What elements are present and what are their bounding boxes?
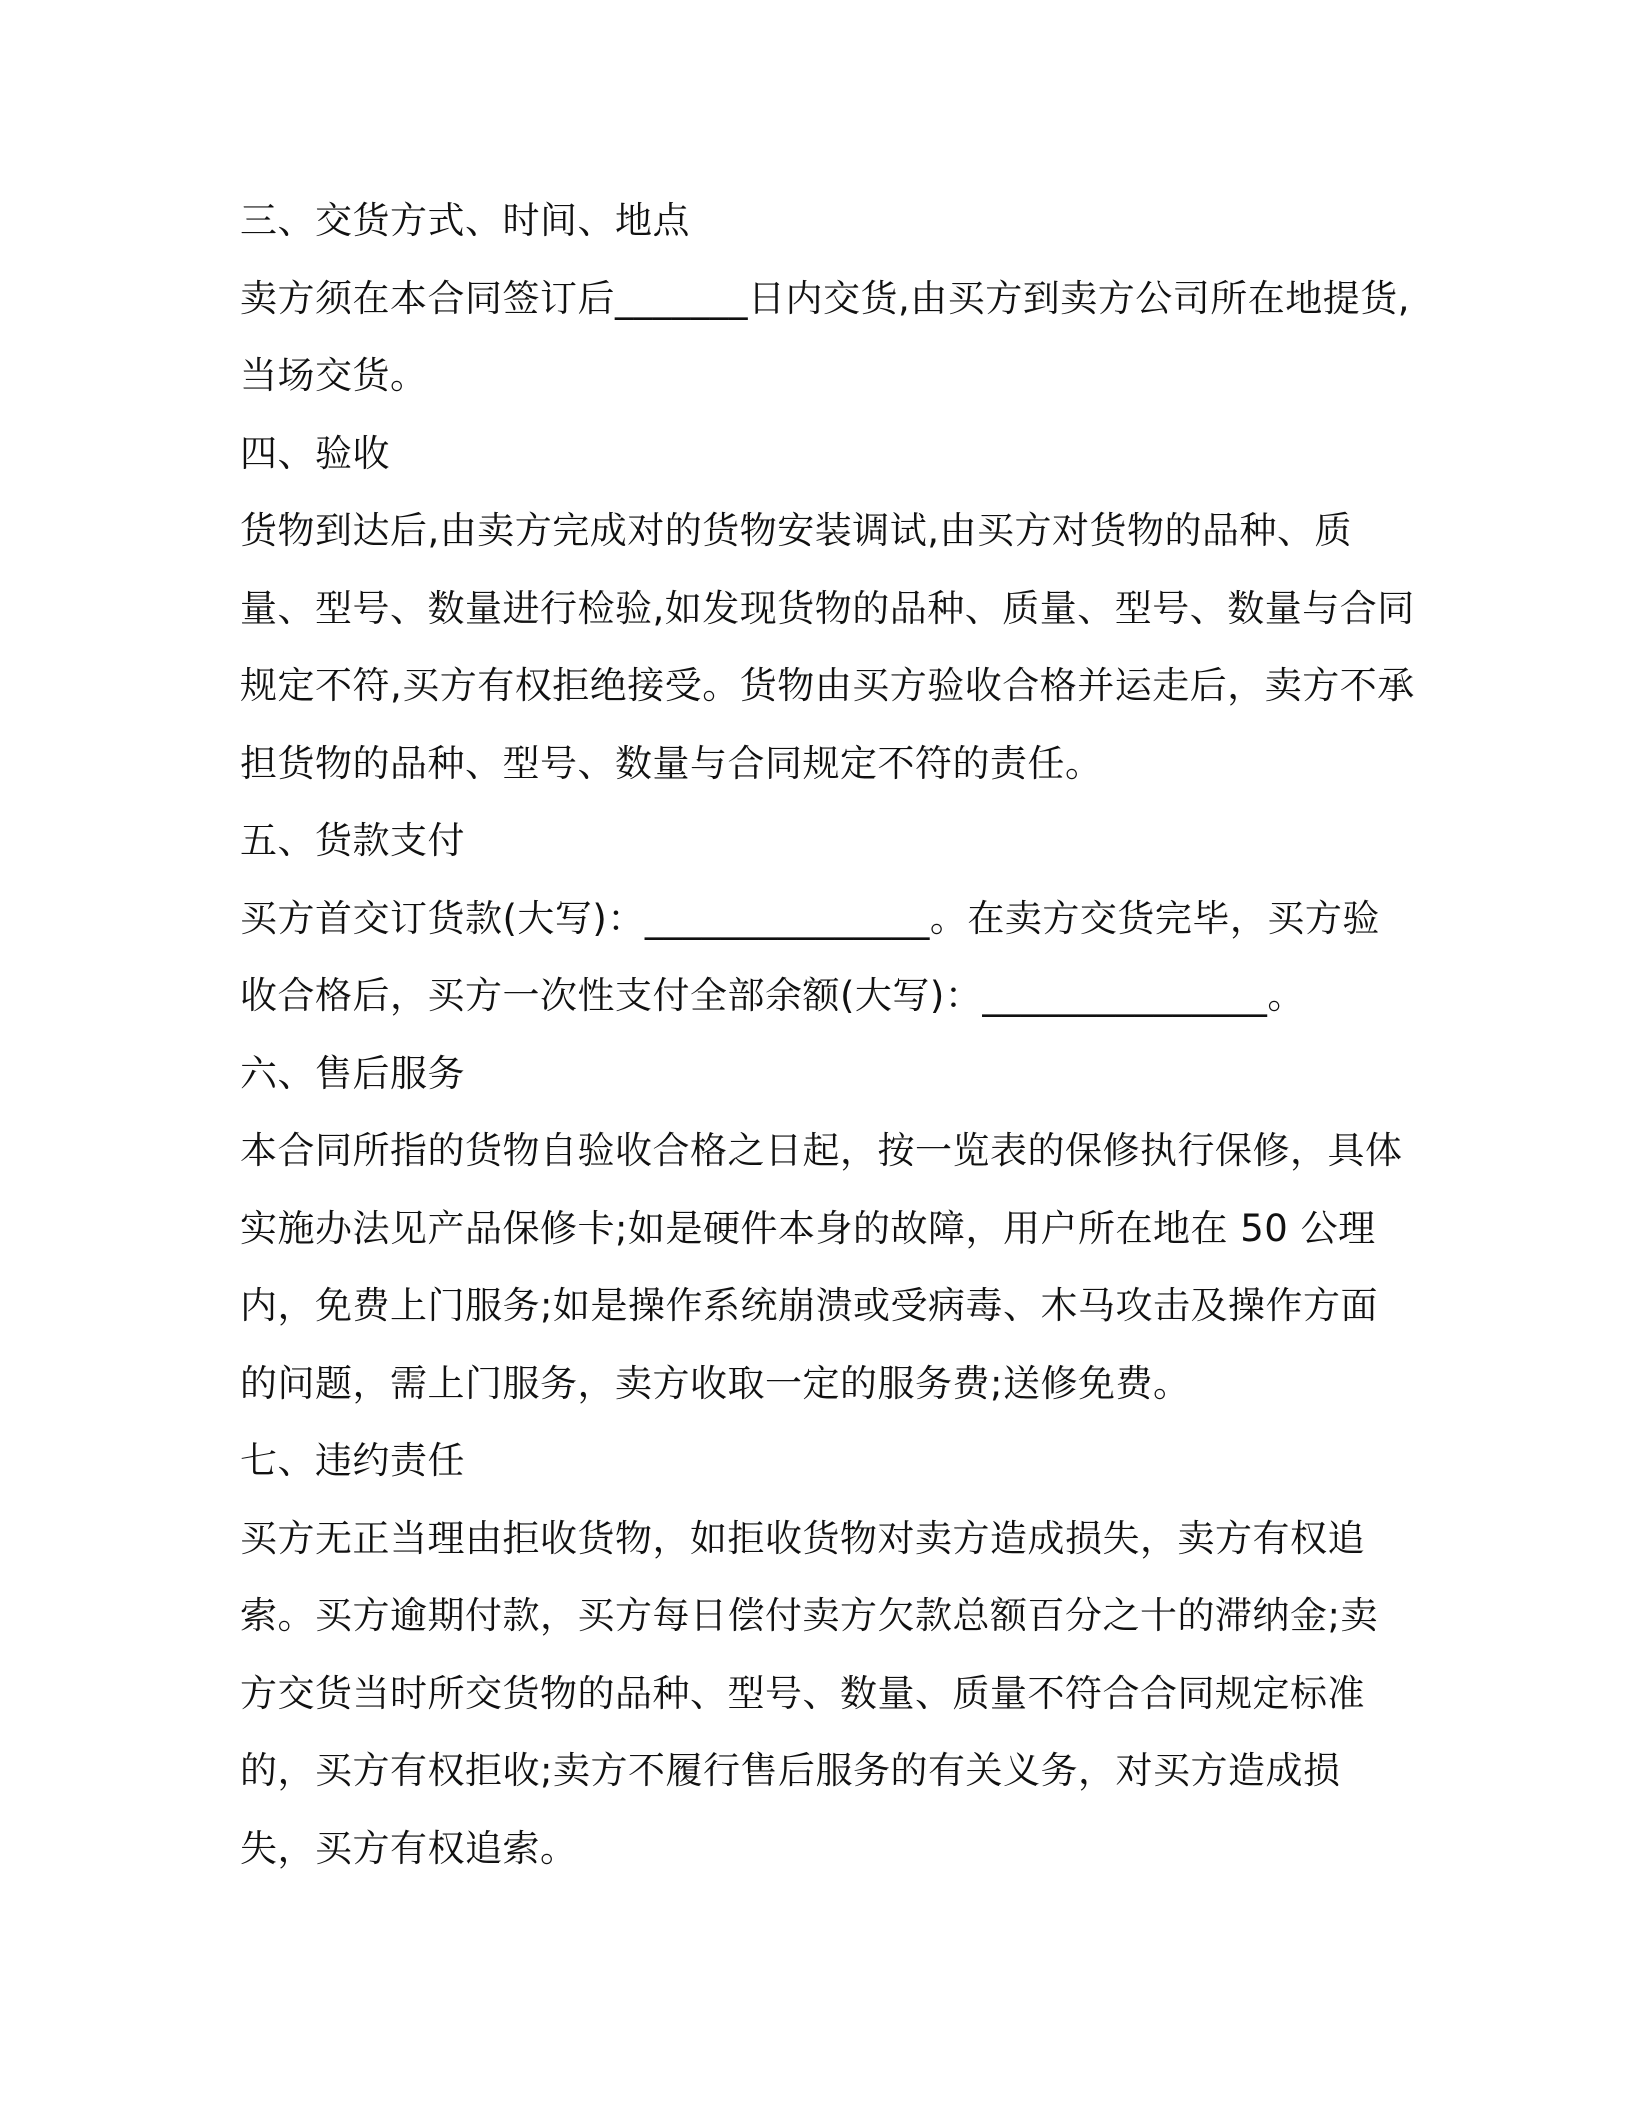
section-heading-after-sales: 六、售后服务 [240, 1051, 465, 1095]
section-body-acceptance: 货物到达后,由卖方完成对的货物安装调试,由买方对货物的品种、质量、型号、数量进行检验,如发现货物的品种、质量、型号、数量与合同规定不符,买方有权拒绝接受。货物由买方验收合格并运走后，卖方不承担货物的品种、型号、数量与合同规定不符的责任。 [240, 509, 1415, 785]
section-body-liability: 买方无正当理由拒收货物，如拒收货物对卖方造成损失，卖方有权追索。买方逾期付款，买方每日偿付卖方欠款总额百分之十的滞纳金;卖方交货当时所交货物的品种、型号、数量、质量不符合合同规定标准的，买方有权拒收;卖方不履行售后服务的有关义务，对买方造成损失，买方有权追索。 [240, 1516, 1378, 1870]
document-content [240, 182, 1415, 1887]
section-body-payment: 买方首交订货款(大写)：_______________。在卖方交货完毕，买方验收合格后，买方一次性支付全部余额(大写)：_______________。 [240, 896, 1380, 1017]
section-body-delivery: 卖方须在本合同签订后_______日内交货,由买方到卖方公司所在地提货,当场交货。 [240, 276, 1411, 397]
section-heading-liability: 七、违约责任 [240, 1439, 465, 1482]
section-heading-payment: 五、货款支付 [240, 819, 465, 862]
section-body-after-sales: 本合同所指的货物自验收合格之日起，按一览表的保修执行保修，具体实施办法见产品保修卡;如是硬件本身的故障，用户所在地在 50 公理内，免费上门服务;如是操作系统崩溃或受病毒、木马攻击及操作方面的问题，需上门服务，卖方收取一定的服务费;送修免费。 [240, 1129, 1403, 1405]
section-heading-delivery: 三、交货方式、时间、地点 [240, 199, 690, 242]
section-heading-acceptance: 四、验收 [240, 431, 390, 475]
